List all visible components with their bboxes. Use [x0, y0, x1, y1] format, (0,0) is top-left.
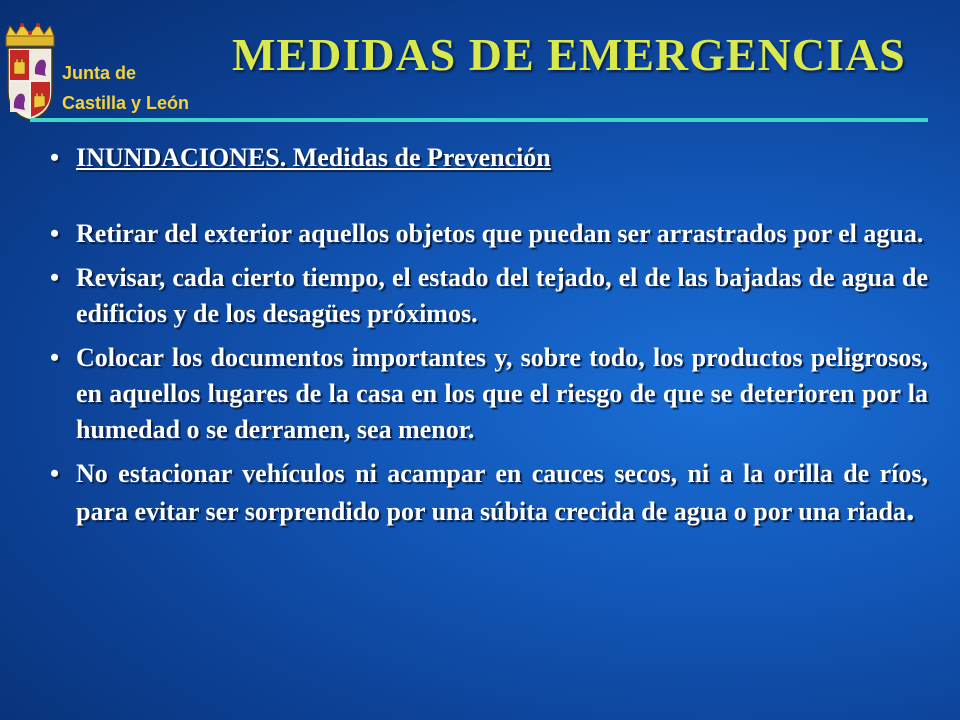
crown-icon: [6, 23, 54, 46]
coat-of-arms-logo: [0, 22, 60, 122]
list-item: [50, 260, 928, 332]
list-item: [50, 456, 928, 530]
list-item: [50, 216, 928, 252]
org-name-line-1: Junta de: [62, 63, 137, 83]
heading-bullet: [50, 140, 928, 176]
slide-title: MEDIDAS DE EMERGENCIAS: [232, 29, 906, 80]
list-item-text: Colocar los documentos importantes y, sobre todo, los productos peligrosos, en aquellos lugares de la casa en los que el riesgo de que se deterioren por la humedad o se derramen, sea menor.: [76, 343, 928, 444]
bullet-icon: •: [50, 343, 60, 372]
bullet-icon: •: [50, 219, 60, 248]
list-item-text: Revisar, cada cierto tiempo, el estado del tejado, el de las bajadas de agua de edificios y de los desagües próximos.: [76, 263, 928, 328]
slide-content: [50, 140, 928, 538]
section-heading: INUNDACIONES. Medidas de Prevención: [76, 143, 551, 172]
list-item-text: No estacionar vehículos ni acampar en cauces secos, ni a la orilla de ríos, para evitar ser sorprendido por una súbita crecida de agua o por una riada: [76, 459, 928, 526]
org-name-line-2: Castilla y León: [62, 93, 190, 113]
bullet-icon: •: [50, 263, 60, 292]
organization-name: [62, 58, 189, 118]
bullet-icon: •: [50, 143, 60, 172]
list-item: [50, 340, 928, 448]
title-divider: [30, 118, 928, 122]
final-period: .: [905, 491, 915, 528]
spacer: [50, 176, 928, 216]
shield-icon: [8, 48, 52, 120]
bullet-icon: •: [50, 459, 60, 488]
list-item-text: Retirar del exterior aquellos objetos que puedan ser arrastrados por el agua.: [76, 219, 924, 248]
